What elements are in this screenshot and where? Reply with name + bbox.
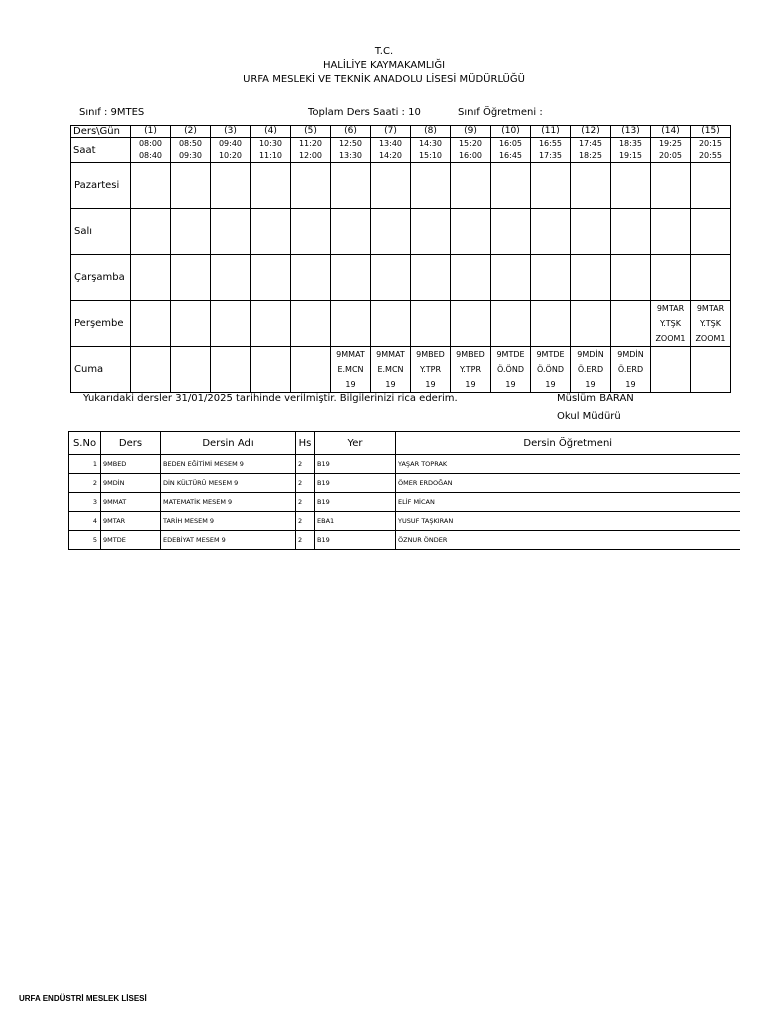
period-end-time: 18:25 [578,151,603,160]
empty-slot [691,255,731,301]
cell-teacher: YAŞAR TOPRAK [396,455,740,474]
cell-no: 3 [69,493,101,512]
empty-slot [491,163,531,209]
lesson-code: 9MTDE [536,350,565,359]
empty-slot [491,301,531,347]
room-code: ZOOM1 [695,334,726,343]
lesson-code: 9MMAT [336,350,365,359]
period-number: (6) [331,126,371,138]
cell-teacher: ÖZNUR ÖNDER [396,531,740,550]
empty-slot [171,347,211,393]
cell-name: DİN KÜLTÜRÜ MESEM 9 [161,474,296,493]
period-time [491,138,531,163]
lessons-header-row [69,432,740,455]
empty-slot [491,255,531,301]
empty-slot [291,255,331,301]
header-line-2: HALİLİYE KAYMAKAMLIĞI [322,60,446,71]
period-start-time: 12:50 [338,139,363,148]
total-hours-label: Toplam Ders Saati : 10 [308,107,421,118]
empty-slot [651,347,691,393]
room-code: 19 [425,380,436,389]
period-end-time: 17:35 [538,151,563,160]
header-line-3: URFA MESLEKİ VE TEKNİK ANADOLU LİSESİ MÜDÜRLÜĞÜ [243,74,525,85]
period-time [451,138,491,163]
period-start-time: 08:00 [138,139,163,148]
empty-slot [491,209,531,255]
period-end-time: 20:55 [698,151,723,160]
lesson-cell [571,347,611,393]
period-number: (5) [291,126,331,138]
empty-slot [411,209,451,255]
empty-slot [531,209,571,255]
table-row [69,531,740,550]
room-code: 19 [625,380,636,389]
period-number: (9) [451,126,491,138]
period-end-time: 11:10 [258,151,283,160]
period-end-time: 16:00 [458,151,483,160]
period-time [651,138,691,163]
timetable [70,125,731,393]
cell-code: 9MBED [101,455,161,474]
teacher-abbr: Y.TPR [459,365,482,374]
room-code: 19 [465,380,476,389]
teacher-abbr: Y.TŞK [659,319,682,328]
empty-slot [531,301,571,347]
lesson-code: 9MDİN [577,350,604,359]
cell-code: 9MTDE [101,531,161,550]
empty-slot [371,209,411,255]
empty-slot [411,163,451,209]
teacher-abbr: Y.TPR [419,365,442,374]
teacher-abbr: Ö.ÖND [497,365,524,374]
empty-slot [371,301,411,347]
cell-teacher: ÖMER ERDOĞAN [396,474,740,493]
cell-hours: 2 [296,512,315,531]
period-time [571,138,611,163]
lesson-code: 9MBED [416,350,445,359]
cell-room: B19 [315,493,396,512]
empty-slot [171,301,211,347]
room-code: 19 [585,380,596,389]
period-end-time: 09:30 [178,151,203,160]
day-row [71,163,731,209]
period-start-time: 13:40 [378,139,403,148]
empty-slot [251,209,291,255]
empty-slot [571,209,611,255]
table-row [69,493,740,512]
period-time [691,138,731,163]
period-end-time: 13:30 [338,151,363,160]
period-end-time: 19:15 [618,151,643,160]
cell-no: 5 [69,531,101,550]
lesson-cell [651,301,691,347]
cell-name: BEDEN EĞİTİMİ MESEM 9 [161,455,296,474]
empty-slot [371,163,411,209]
empty-slot [291,301,331,347]
empty-slot [211,347,251,393]
column-header: Hs [296,432,315,455]
empty-slot [211,255,251,301]
cell-no: 1 [69,455,101,474]
cell-room: EBA1 [315,512,396,531]
teacher-abbr: Y.TŞK [699,319,722,328]
empty-slot [171,209,211,255]
empty-slot [651,209,691,255]
period-time [531,138,571,163]
empty-slot [251,301,291,347]
cell-name: EDEBİYAT MESEM 9 [161,531,296,550]
empty-slot [611,301,651,347]
lesson-cell [411,347,451,393]
empty-slot [691,347,731,393]
period-number: (1) [131,126,171,138]
column-header: S.No [69,432,101,455]
room-code: 19 [345,380,356,389]
day-row [71,301,731,347]
empty-slot [171,255,211,301]
empty-slot [451,163,491,209]
period-time [211,138,251,163]
period-number: (10) [491,126,531,138]
empty-slot [571,301,611,347]
cell-hours: 2 [296,493,315,512]
room-code: 19 [545,380,556,389]
day-row [71,347,731,393]
empty-slot [691,209,731,255]
empty-slot [251,347,291,393]
lesson-cell [531,347,571,393]
empty-slot [291,209,331,255]
lesson-cell [331,347,371,393]
day-name: Perşembe [71,301,131,347]
period-end-time: 12:00 [298,151,323,160]
empty-slot [451,209,491,255]
lesson-cell [611,347,651,393]
period-time [251,138,291,163]
empty-slot [131,347,171,393]
lesson-cell [691,301,731,347]
cell-room: B19 [315,474,396,493]
empty-slot [531,163,571,209]
lesson-cell [491,347,531,393]
period-number: (15) [691,126,731,138]
principal-name: Müslüm BARAN [557,393,634,404]
table-row [69,455,740,474]
period-start-time: 15:20 [458,139,483,148]
cell-name: TARİH MESEM 9 [161,512,296,531]
day-name: Pazartesi [71,163,131,209]
period-start-time: 19:25 [658,139,683,148]
table-row [69,512,740,531]
column-header: Dersin Öğretmeni [396,432,740,455]
column-header: Ders [101,432,161,455]
empty-slot [211,301,251,347]
empty-slot [651,255,691,301]
room-code: ZOOM1 [655,334,686,343]
teacher-abbr: Ö.ÖND [537,365,564,374]
period-start-time: 10:30 [258,139,283,148]
lesson-code: 9MDİN [617,350,644,359]
empty-slot [291,347,331,393]
lesson-cell [371,347,411,393]
empty-slot [331,255,371,301]
cell-code: 9MTAR [101,512,161,531]
day-name: Çarşamba [71,255,131,301]
period-number: (8) [411,126,451,138]
empty-slot [251,163,291,209]
empty-slot [451,301,491,347]
cell-code: 9MDİN [101,474,161,493]
period-start-time: 09:40 [218,139,243,148]
day-row [71,255,731,301]
header-line-1: T.C. [374,46,394,57]
day-name: Cuma [71,347,131,393]
empty-slot [131,163,171,209]
period-end-time: 16:45 [498,151,523,160]
day-name: Salı [71,209,131,255]
period-time [131,138,171,163]
room-code: 19 [505,380,516,389]
period-end-time: 15:10 [418,151,443,160]
column-header: Yer [315,432,396,455]
cell-no: 4 [69,512,101,531]
lesson-code: 9MTDE [496,350,525,359]
column-header: Dersin Adı [161,432,296,455]
lesson-cell [451,347,491,393]
empty-slot [251,255,291,301]
empty-slot [331,301,371,347]
period-number: (4) [251,126,291,138]
teacher-abbr: Ö.ERD [577,365,604,374]
period-start-time: 11:20 [298,139,323,148]
period-number-row [71,126,731,138]
empty-slot [411,255,451,301]
empty-slot [291,163,331,209]
period-number: (11) [531,126,571,138]
period-time [331,138,371,163]
empty-slot [171,163,211,209]
cell-teacher: YUSUF TAŞKIRAN [396,512,740,531]
empty-slot [331,209,371,255]
empty-slot [331,163,371,209]
cell-code: 9MMAT [101,493,161,512]
table-row [69,474,740,493]
empty-slot [571,163,611,209]
period-start-time: 18:35 [618,139,643,148]
lesson-code: 9MMAT [376,350,405,359]
lesson-code: 9MTAR [696,304,725,313]
empty-slot [131,209,171,255]
cell-hours: 2 [296,531,315,550]
empty-slot [451,255,491,301]
period-number: (14) [651,126,691,138]
period-start-time: 14:30 [418,139,443,148]
empty-slot [611,163,651,209]
time-label: Saat [71,138,131,163]
empty-slot [211,163,251,209]
cell-room: B19 [315,531,396,550]
teacher-abbr: E.MCN [377,365,404,374]
period-start-time: 16:05 [498,139,523,148]
teacher-abbr: E.MCN [337,365,364,374]
class-label: Sınıf : 9MTES [79,107,145,118]
period-number: (12) [571,126,611,138]
empty-slot [211,209,251,255]
empty-slot [131,255,171,301]
period-number: (3) [211,126,251,138]
empty-slot [611,255,651,301]
lesson-code: 9MTAR [656,304,685,313]
day-row [71,209,731,255]
period-time [411,138,451,163]
period-time [371,138,411,163]
empty-slot [411,301,451,347]
empty-slot [691,163,731,209]
cell-teacher: ELİF MİCAN [396,493,740,512]
period-time [291,138,331,163]
cell-room: B19 [315,455,396,474]
period-end-time: 20:05 [658,151,683,160]
cell-hours: 2 [296,474,315,493]
period-start-time: 16:55 [538,139,563,148]
cell-hours: 2 [296,455,315,474]
period-number: (13) [611,126,651,138]
corner-label: Ders\Gün [71,126,131,138]
notice-text: Yukarıdaki dersler 31/01/2025 tarihinde verilmiştir. Bilgilerinizi rica ederim. [83,393,458,404]
period-number: (2) [171,126,211,138]
empty-slot [571,255,611,301]
period-time [611,138,651,163]
cell-name: MATEMATİK MESEM 9 [161,493,296,512]
period-time [171,138,211,163]
period-end-time: 14:20 [378,151,403,160]
class-teacher-label: Sınıf Öğretmeni : [458,107,543,118]
empty-slot [131,301,171,347]
period-start-time: 08:50 [178,139,203,148]
lesson-code: 9MBED [456,350,485,359]
cell-no: 2 [69,474,101,493]
empty-slot [371,255,411,301]
time-row [71,138,731,163]
period-end-time: 08:40 [138,151,163,160]
period-number: (7) [371,126,411,138]
period-end-time: 10:20 [218,151,243,160]
empty-slot [651,163,691,209]
period-start-time: 17:45 [578,139,603,148]
footer-school-name: URFA ENDÜSTRİ MESLEK LİSESİ [19,994,147,1003]
room-code: 19 [385,380,396,389]
empty-slot [611,209,651,255]
teacher-abbr: Ö.ERD [617,365,644,374]
principal-title: Okul Müdürü [557,411,621,422]
empty-slot [531,255,571,301]
lessons-table [68,431,740,550]
period-start-time: 20:15 [698,139,723,148]
